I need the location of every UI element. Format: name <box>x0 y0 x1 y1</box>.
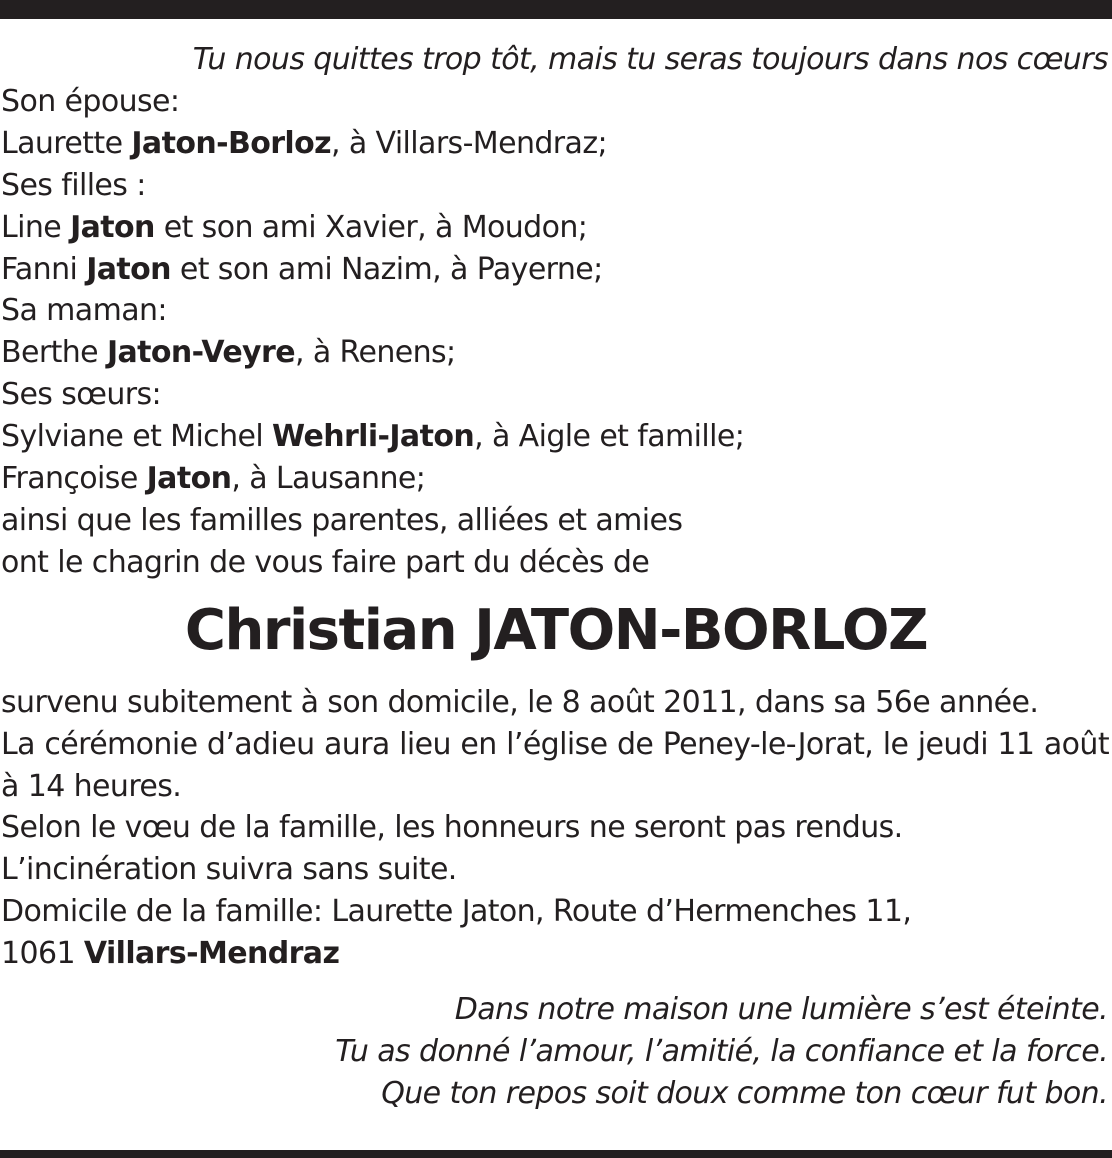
daughter-details: et son ami Xavier, à Moudon; <box>154 209 588 245</box>
daughter-first-name: Line <box>1 209 71 245</box>
town-name: Villars-Mendraz <box>83 935 340 971</box>
ceremony-notice: La cérémonie d’adieu aura lieu en l’église de Peney-le-Jorat, le jeudi 11 août à 14 heures. <box>1 726 1109 804</box>
verse-line: Que ton repos soit doux comme ton cœur fut bon. <box>381 1076 1108 1111</box>
bottom-border-rule <box>0 1150 1112 1158</box>
sister-entry <box>1 416 1101 458</box>
daughter-entry <box>1 207 1101 249</box>
sister-first-name: Françoise <box>1 461 147 497</box>
sister-surname: Jaton <box>146 461 232 497</box>
deceased-name: Christian JATON-BORLOZ <box>184 598 928 663</box>
verse-line: Tu as donné l’amour, l’amitié, la confiance et la force. <box>335 1034 1108 1069</box>
mother-first-name: Berthe <box>1 335 107 371</box>
family-list <box>1 81 1101 584</box>
death-notice: survenu subitement à son domicile, le 8 août 2011, dans sa 56e année. <box>1 685 1039 720</box>
spouse-surname: Jaton-Borloz <box>131 125 331 161</box>
family-town-line <box>1 933 1109 975</box>
sister-entry <box>1 458 1101 500</box>
spouse-heading: Son épouse: <box>1 84 180 119</box>
funeral-details <box>1 682 1109 975</box>
closing-line-relatives: ainsi que les familles parentes, alliées et amies <box>1 502 683 538</box>
family-wish: Selon le vœu de la famille, les honneurs ne seront pas rendus. <box>1 810 903 846</box>
spouse-location: , à Villars-Mendraz; <box>330 125 607 161</box>
closing-line-announcement: ont le chagrin de vous faire part du décès de <box>1 544 650 580</box>
closing-verse <box>0 989 1108 1115</box>
spouse-first-name: Laurette <box>1 125 132 161</box>
top-border-rule <box>0 0 1112 19</box>
epitaph-top: Tu nous quittes trop tôt, mais tu seras toujours dans nos cœurs <box>192 42 1108 77</box>
family-address: Domicile de la famille: Laurette Jaton, Route d’Hermenches 11, <box>1 893 912 929</box>
sisters-heading: Ses sœurs: <box>1 377 162 413</box>
postcode: 1061 <box>1 935 84 971</box>
sister-surname: Wehrli-Jaton <box>272 419 475 455</box>
sister-first-name: Sylviane et Michel <box>1 419 273 455</box>
verse-line: Dans notre maison une lumière s’est éteinte. <box>454 992 1108 1027</box>
mother-location: , à Renens; <box>294 335 456 371</box>
daughter-details: et son ami Nazim, à Payerne; <box>170 251 603 287</box>
daughter-surname: Jaton <box>86 251 171 287</box>
spouse-entry <box>1 123 1101 165</box>
daughter-first-name: Fanni <box>1 251 87 287</box>
daughters-heading: Ses filles : <box>1 167 146 203</box>
incineration-notice: L’incinération suivra sans suite. <box>1 852 457 888</box>
mother-surname: Jaton-Veyre <box>106 335 295 371</box>
sister-details: , à Lausanne; <box>231 461 426 497</box>
daughter-entry <box>1 249 1101 291</box>
mother-entry <box>1 332 1101 374</box>
sister-details: , à Aigle et famille; <box>474 419 745 455</box>
daughter-surname: Jaton <box>70 209 155 245</box>
mother-heading: Sa maman: <box>1 293 167 329</box>
